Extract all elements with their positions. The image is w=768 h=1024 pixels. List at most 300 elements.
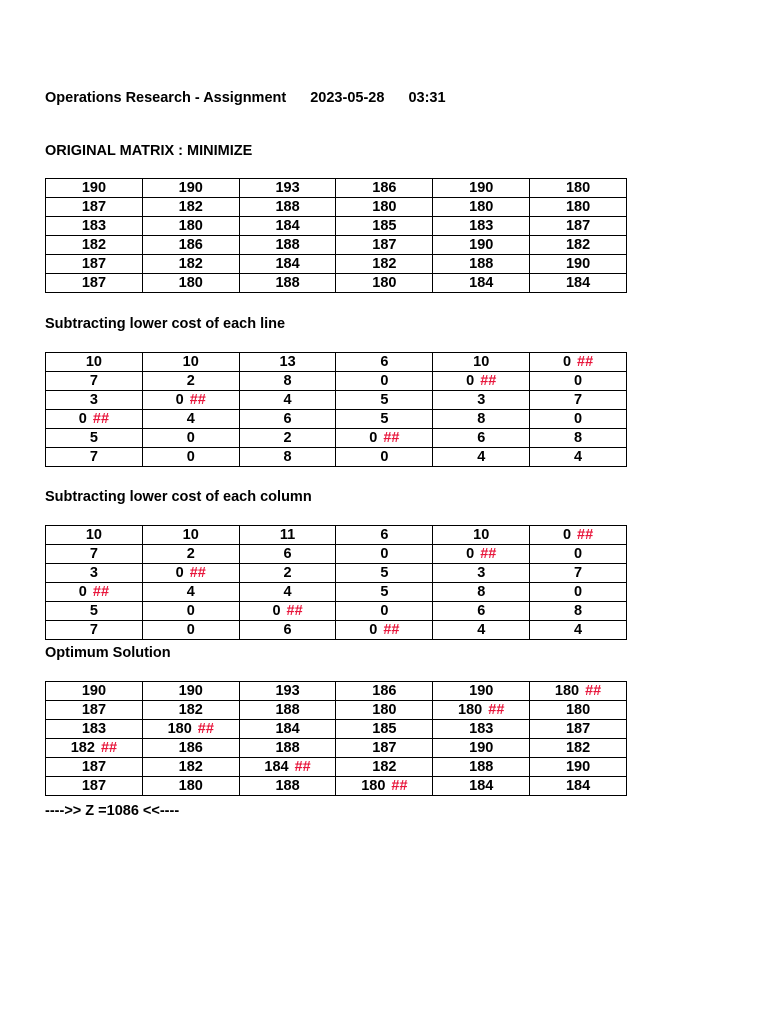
cell-value: 184: [469, 778, 494, 794]
table-cell: [336, 410, 433, 429]
table-cell: [433, 564, 530, 583]
original-matrix-table: [45, 178, 627, 293]
optimum-solution-table: [45, 681, 627, 796]
cell-value: 6: [283, 546, 292, 562]
table-row: [46, 410, 627, 429]
table-cell: [433, 602, 530, 621]
cell-value: 10: [85, 354, 102, 370]
objective-value: ---->> Z =1086 <<----: [45, 803, 180, 819]
cell-value: 183: [469, 218, 494, 234]
document-date: 2023-05-28: [310, 90, 385, 106]
table-row: [46, 526, 627, 545]
table-cell: [142, 255, 239, 274]
table-cell: [530, 545, 627, 564]
table-cell: [239, 602, 336, 621]
assignment-mark: ##: [480, 546, 497, 562]
cell-value: 190: [565, 759, 591, 775]
cell-value: 182: [178, 759, 203, 775]
cell-value: 0: [380, 373, 389, 389]
table-cell: [433, 410, 530, 429]
cell-value: 182: [565, 740, 591, 756]
cell-value: 4: [477, 449, 486, 465]
table-cell: [530, 274, 627, 293]
section-title-row-reduction: Subtracting lower cost of each line: [45, 316, 286, 332]
table-cell: [433, 198, 530, 217]
table-cell: [142, 217, 239, 236]
cell-value: 180: [565, 199, 591, 215]
cell-value: 184: [565, 275, 591, 291]
assignment-mark: ##: [100, 740, 118, 756]
cell-value: 188: [469, 256, 494, 272]
cell-value: 8: [283, 373, 292, 389]
table-row: [46, 255, 627, 274]
table-cell: [46, 682, 143, 701]
table-cell: [46, 179, 143, 198]
cell-value: 184: [275, 256, 300, 272]
table-cell: [433, 353, 530, 372]
cell-value: 186: [178, 740, 203, 756]
table-row: [46, 564, 627, 583]
table-cell: [433, 545, 530, 564]
table-cell: [46, 583, 143, 602]
table-cell: [142, 198, 239, 217]
table-cell: [239, 564, 336, 583]
cell-value: 4: [574, 622, 583, 638]
table-cell: [142, 583, 239, 602]
table-cell: [239, 682, 336, 701]
table-cell: [46, 410, 143, 429]
table-cell: [46, 720, 143, 739]
cell-value: 184: [275, 218, 300, 234]
cell-value: 180: [361, 778, 386, 794]
cell-value: 7: [89, 546, 98, 562]
cell-value: 6: [477, 603, 486, 619]
table-cell: [239, 545, 336, 564]
cell-value: 188: [275, 199, 300, 215]
table-cell: [433, 777, 530, 796]
cell-value: 2: [283, 565, 292, 581]
cell-value: 8: [574, 603, 583, 619]
cell-value: 180: [178, 275, 203, 291]
table-cell: [142, 448, 239, 467]
table-cell: [336, 602, 433, 621]
cell-value: 4: [186, 584, 195, 600]
table-cell: [433, 217, 530, 236]
cell-value: 187: [372, 740, 397, 756]
table-cell: [46, 274, 143, 293]
cell-value: 183: [81, 218, 107, 234]
cell-value: 0: [175, 392, 184, 408]
cell-value: 0: [574, 584, 583, 600]
cell-value: 185: [372, 218, 397, 234]
table-cell: [433, 701, 530, 720]
cell-value: 183: [81, 721, 107, 737]
table-cell: [433, 274, 530, 293]
table-cell: [46, 372, 143, 391]
cell-value: 4: [477, 622, 486, 638]
table-cell: [336, 720, 433, 739]
table-row: [46, 353, 627, 372]
assignment-mark: ##: [585, 683, 602, 699]
table-cell: [336, 255, 433, 274]
cell-value: 2: [283, 430, 292, 446]
table-cell: [46, 217, 143, 236]
section-title-optimum: Optimum Solution: [45, 645, 171, 661]
table-cell: [239, 720, 336, 739]
table-cell: [142, 564, 239, 583]
cell-value: 0: [369, 430, 378, 446]
cell-value: 0: [380, 546, 389, 562]
cell-value: 190: [469, 237, 494, 253]
table-cell: [433, 179, 530, 198]
table-row: [46, 429, 627, 448]
table-cell: [239, 583, 336, 602]
table-cell: [336, 448, 433, 467]
table-cell: [433, 739, 530, 758]
table-cell: [46, 429, 143, 448]
cell-value: 186: [372, 180, 397, 196]
cell-value: 180: [554, 683, 580, 699]
table-cell: [530, 564, 627, 583]
table-cell: [530, 777, 627, 796]
cell-value: 0: [380, 603, 389, 619]
table-cell: [239, 255, 336, 274]
cell-value: 0: [186, 449, 195, 465]
section-title-column-reduction: Subtracting lower cost of each column: [45, 489, 312, 505]
table-row: [46, 217, 627, 236]
table-cell: [530, 682, 627, 701]
cell-value: 5: [89, 603, 98, 619]
cell-value: 182: [565, 237, 591, 253]
table-cell: [142, 372, 239, 391]
cell-value: 0: [272, 603, 281, 619]
table-row: [46, 739, 627, 758]
assignment-mark: ##: [189, 392, 206, 408]
table-cell: [336, 701, 433, 720]
assignment-mark: ##: [383, 430, 400, 446]
section-title-original: ORIGINAL MATRIX : MINIMIZE: [45, 143, 253, 159]
table-row: [46, 701, 627, 720]
cell-value: 0: [562, 354, 572, 370]
table-row: [46, 391, 627, 410]
table-cell: [142, 739, 239, 758]
cell-value: 190: [565, 256, 591, 272]
cell-value: 188: [275, 237, 300, 253]
table-cell: [46, 236, 143, 255]
cell-value: 3: [89, 565, 98, 581]
cell-value: 186: [178, 237, 203, 253]
cell-value: 0: [466, 373, 475, 389]
cell-value: 187: [81, 199, 107, 215]
table-cell: [46, 391, 143, 410]
table-cell: [46, 701, 143, 720]
table-cell: [142, 526, 239, 545]
table-cell: [433, 236, 530, 255]
cell-value: 190: [81, 180, 107, 196]
table-row: [46, 777, 627, 796]
table-cell: [530, 255, 627, 274]
table-cell: [433, 621, 530, 640]
cell-value: 10: [85, 527, 102, 543]
table-cell: [142, 179, 239, 198]
table-cell: [433, 758, 530, 777]
cell-value: 7: [574, 392, 583, 408]
cell-value: 193: [275, 683, 300, 699]
table-cell: [239, 274, 336, 293]
cell-value: 6: [477, 430, 486, 446]
table-row: [46, 545, 627, 564]
assignment-mark: ##: [577, 354, 594, 370]
assignment-mark: ##: [286, 603, 303, 619]
table-cell: [530, 448, 627, 467]
table-cell: [433, 429, 530, 448]
table-cell: [239, 701, 336, 720]
table-cell: [433, 372, 530, 391]
table-cell: [530, 621, 627, 640]
table-cell: [239, 353, 336, 372]
table-cell: [530, 602, 627, 621]
table-cell: [142, 274, 239, 293]
table-row: [46, 274, 627, 293]
cell-value: 187: [81, 702, 107, 718]
cell-value: 4: [186, 411, 195, 427]
table-cell: [239, 429, 336, 448]
table-cell: [433, 682, 530, 701]
cell-value: 4: [283, 392, 292, 408]
cell-value: 3: [477, 565, 486, 581]
table-cell: [239, 758, 336, 777]
cell-value: 11: [279, 527, 296, 543]
cell-value: 180: [458, 702, 483, 718]
cell-value: 184: [264, 759, 289, 775]
cell-value: 4: [574, 449, 583, 465]
table-cell: [336, 217, 433, 236]
table-cell: [530, 217, 627, 236]
cell-value: 188: [469, 759, 494, 775]
table-cell: [46, 255, 143, 274]
cell-value: 190: [469, 180, 494, 196]
table-cell: [142, 777, 239, 796]
cell-value: 10: [473, 354, 490, 370]
assignment-mark: ##: [577, 527, 594, 543]
table-cell: [239, 217, 336, 236]
cell-value: 182: [70, 740, 95, 756]
table-cell: [336, 274, 433, 293]
table-cell: [239, 198, 336, 217]
cell-value: 185: [372, 721, 397, 737]
table-cell: [336, 682, 433, 701]
table-cell: [433, 526, 530, 545]
table-cell: [336, 545, 433, 564]
table-row: [46, 602, 627, 621]
table-cell: [46, 448, 143, 467]
table-cell: [530, 236, 627, 255]
table-cell: [336, 621, 433, 640]
table-cell: [336, 179, 433, 198]
cell-value: 187: [81, 759, 107, 775]
cell-value: 3: [89, 392, 98, 408]
cell-value: 7: [89, 622, 98, 638]
cell-value: 0: [369, 622, 378, 638]
cell-value: 180: [372, 702, 397, 718]
cell-value: 184: [469, 275, 494, 291]
cell-value: 187: [565, 721, 591, 737]
cell-value: 7: [574, 565, 583, 581]
table-cell: [142, 701, 239, 720]
cell-value: 5: [380, 392, 389, 408]
cell-value: 184: [565, 778, 591, 794]
table-row: [46, 720, 627, 739]
table-cell: [530, 391, 627, 410]
cell-value: 7: [89, 373, 98, 389]
table-cell: [530, 179, 627, 198]
table-cell: [336, 391, 433, 410]
table-cell: [530, 720, 627, 739]
cell-value: 6: [283, 411, 292, 427]
cell-value: 182: [178, 199, 203, 215]
cell-value: 5: [380, 584, 389, 600]
assignment-mark: ##: [383, 622, 400, 638]
table-cell: [336, 353, 433, 372]
table-cell: [142, 545, 239, 564]
table-cell: [336, 198, 433, 217]
table-cell: [530, 410, 627, 429]
cell-value: 5: [380, 565, 389, 581]
cell-value: 190: [469, 683, 494, 699]
assignment-mark: ##: [189, 565, 206, 581]
cell-value: 0: [574, 546, 583, 562]
cell-value: 2: [186, 373, 195, 389]
cell-value: 186: [372, 683, 397, 699]
table-cell: [142, 236, 239, 255]
table-cell: [46, 526, 143, 545]
cell-value: 0: [574, 411, 583, 427]
table-cell: [46, 353, 143, 372]
table-row: [46, 682, 627, 701]
cell-value: 180: [372, 199, 397, 215]
cell-value: 8: [477, 584, 486, 600]
table-cell: [336, 372, 433, 391]
cell-value: 180: [469, 199, 494, 215]
cell-value: 0: [380, 449, 389, 465]
cell-value: 0: [562, 527, 572, 543]
cell-value: 13: [279, 354, 296, 370]
document-title: Operations Research - Assignment: [45, 90, 287, 106]
table-cell: [530, 758, 627, 777]
table-cell: [142, 621, 239, 640]
table-cell: [142, 410, 239, 429]
table-cell: [239, 621, 336, 640]
cell-value: 180: [565, 702, 591, 718]
cell-value: 182: [372, 759, 397, 775]
column-reduced-matrix-table: [45, 525, 627, 640]
cell-value: 3: [477, 392, 486, 408]
table-cell: [46, 198, 143, 217]
cell-value: 188: [275, 740, 300, 756]
cell-value: 2: [186, 546, 195, 562]
cell-value: 187: [372, 237, 397, 253]
cell-value: 6: [283, 622, 292, 638]
assignment-mark: ##: [92, 411, 110, 427]
table-cell: [46, 564, 143, 583]
cell-value: 183: [469, 721, 494, 737]
table-cell: [142, 429, 239, 448]
cell-value: 6: [380, 527, 389, 543]
cell-value: 184: [275, 721, 300, 737]
table-cell: [336, 564, 433, 583]
table-cell: [239, 179, 336, 198]
table-cell: [433, 720, 530, 739]
table-cell: [46, 739, 143, 758]
cell-value: 188: [275, 702, 300, 718]
cell-value: 180: [565, 180, 591, 196]
table-cell: [142, 682, 239, 701]
table-cell: [142, 353, 239, 372]
cell-value: 188: [275, 275, 300, 291]
cell-value: 4: [283, 584, 292, 600]
cell-value: 7: [89, 449, 98, 465]
table-cell: [336, 429, 433, 448]
cell-value: 0: [574, 373, 583, 389]
table-cell: [530, 739, 627, 758]
cell-value: 180: [178, 218, 203, 234]
cell-value: 10: [182, 354, 199, 370]
table-cell: [336, 758, 433, 777]
table-cell: [46, 758, 143, 777]
table-cell: [530, 372, 627, 391]
cell-value: 5: [380, 411, 389, 427]
table-cell: [142, 602, 239, 621]
table-cell: [336, 739, 433, 758]
table-cell: [530, 583, 627, 602]
table-cell: [142, 758, 239, 777]
cell-value: 5: [89, 430, 98, 446]
table-cell: [433, 255, 530, 274]
table-cell: [239, 526, 336, 545]
cell-value: 187: [81, 256, 107, 272]
table-cell: [239, 739, 336, 758]
cell-value: 10: [182, 527, 199, 543]
cell-value: 8: [574, 430, 583, 446]
cell-value: 182: [81, 237, 107, 253]
table-cell: [336, 583, 433, 602]
table-cell: [336, 236, 433, 255]
table-row: [46, 448, 627, 467]
table-cell: [46, 621, 143, 640]
table-cell: [142, 720, 239, 739]
cell-value: 8: [283, 449, 292, 465]
cell-value: 0: [78, 584, 87, 600]
table-cell: [46, 777, 143, 796]
document-time: 03:31: [408, 90, 446, 106]
table-cell: [433, 391, 530, 410]
assignment-mark: ##: [391, 778, 408, 794]
row-reduced-matrix-table: [45, 352, 627, 467]
table-cell: [530, 701, 627, 720]
cell-value: 182: [178, 702, 203, 718]
cell-value: 180: [372, 275, 397, 291]
table-cell: [239, 236, 336, 255]
table-cell: [336, 777, 433, 796]
assignment-mark: ##: [480, 373, 497, 389]
assignment-mark: ##: [488, 702, 505, 718]
table-row: [46, 372, 627, 391]
table-cell: [336, 526, 433, 545]
table-row: [46, 758, 627, 777]
cell-value: 190: [469, 740, 494, 756]
cell-value: 0: [78, 411, 87, 427]
table-cell: [530, 353, 627, 372]
